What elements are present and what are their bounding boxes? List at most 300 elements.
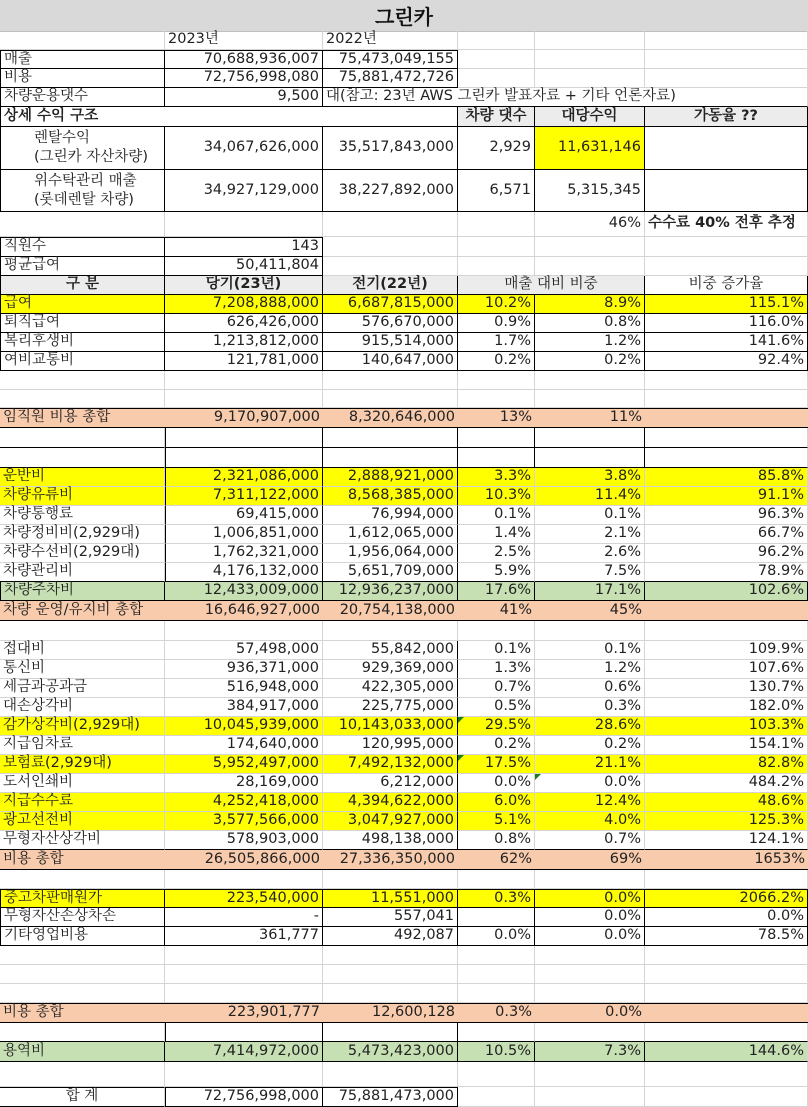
cell-blank[interactable] [323,621,458,641]
row-previous[interactable]: 12,936,237,000 [323,582,458,601]
cell-blank[interactable] [458,946,535,965]
cell-blank[interactable] [535,1023,645,1042]
cell-blank[interactable] [458,984,535,1003]
row-label[interactable]: 중고차판매원가 [0,889,165,908]
cell-blank[interactable] [645,237,808,257]
cell-blank[interactable] [323,212,458,237]
consignment-vehicles[interactable]: 6,571 [458,170,535,212]
row-growth[interactable]: 484.2% [645,774,808,793]
rental-utilization[interactable] [645,127,808,170]
cell-blank[interactable] [458,237,535,257]
row-current[interactable]: 174,640,000 [165,736,323,755]
cell-blank[interactable] [645,50,808,69]
row-current[interactable]: 1,006,851,000 [165,525,323,544]
row-previous[interactable]: 5,651,709,000 [323,563,458,582]
subtotal-ratio-23[interactable]: 41% [499,601,532,618]
row-previous[interactable]: 55,842,000 [323,641,458,660]
cell-blank[interactable] [165,390,323,408]
row-ratio-22[interactable]: 1.2% [535,333,645,352]
cell-blank[interactable] [645,448,808,468]
subtotal-ratio-23[interactable]: 0.3% [495,1004,532,1021]
row-label[interactable]: 광고선전비 [0,812,165,831]
sheet-title[interactable]: 그린카 [0,0,808,32]
subtotal-growth[interactable]: 1653% [754,850,805,867]
subtotal-current[interactable]: 16,646,927,000 [204,601,320,618]
revenue-label-rental[interactable] [0,127,165,170]
summary-cost-2023[interactable]: 72,756,998,080 [165,69,323,88]
row-ratio-22[interactable]: 0.0% [535,927,645,946]
subtotal-ratio-22[interactable]: 11% [609,409,642,426]
subtotal-ratio-22[interactable]: 69% [609,850,642,867]
row-current[interactable]: 10,045,939,000 [165,717,323,736]
header-utilization[interactable]: 가동율 ?? [645,107,808,127]
cell-blank[interactable] [165,1023,323,1042]
cell-blank[interactable] [0,1062,165,1087]
subtotal-ratio-22[interactable]: 45% [609,601,642,618]
row-label[interactable]: 무형자산상각비 [0,831,165,850]
cell-blank[interactable] [165,870,323,889]
row-current[interactable]: 516,948,000 [165,679,323,698]
cell-blank[interactable] [458,31,535,50]
row-ratio-23[interactable]: 17.6% [458,582,535,601]
summary-label-sales[interactable]: 매출 [0,50,165,69]
cell-blank[interactable] [645,1062,808,1087]
row-ratio-23[interactable]: 0.3% [458,889,535,908]
col-header-ratio[interactable]: 매출 대비 비중 [458,276,645,295]
row-ratio-23[interactable]: 6.0% [458,793,535,812]
row-growth[interactable]: 116.0% [645,314,808,333]
cell-blank[interactable] [535,428,645,448]
row-label[interactable]: 용역비 [0,1042,165,1062]
row-ratio-23[interactable]: 3.3% [458,468,535,487]
row-label[interactable]: 여비교통비 [0,352,165,371]
subtotal-previous[interactable]: 20,754,138,000 [339,601,455,618]
cell-blank[interactable] [323,428,458,448]
row-ratio-23[interactable]: 0.1% [458,506,535,525]
row-previous[interactable]: 225,775,000 [323,698,458,717]
col-header-previous[interactable]: 전기(22년) [323,276,458,295]
cell-blank[interactable] [645,946,808,965]
row-ratio-22[interactable]: 0.1% [535,641,645,660]
row-ratio-23[interactable]: 1.4% [458,525,535,544]
row-previous[interactable]: 2,888,921,000 [323,468,458,487]
row-label[interactable]: 차량유류비 [0,487,165,506]
row-growth[interactable]: 0.0% [645,908,808,927]
row-label[interactable]: 무형자산손상차손 [0,908,165,927]
row-growth[interactable]: 91.1% [645,487,808,506]
cell-blank[interactable] [645,69,808,88]
cell-blank[interactable] [323,946,458,965]
subtotal-current[interactable]: 223,901,777 [227,1004,320,1021]
cell-blank[interactable] [323,390,458,408]
row-ratio-22[interactable]: 0.6% [535,679,645,698]
cell-blank[interactable] [535,965,645,984]
row-previous[interactable]: 7,492,132,000 [323,755,458,774]
consignment-utilization[interactable] [645,170,808,212]
row-previous[interactable]: 10,143,033,000 [323,717,458,736]
row-ratio-22[interactable]: 7.3% [535,1042,645,1062]
cell-blank[interactable] [0,984,165,1003]
row-previous[interactable]: 1,956,064,000 [323,544,458,563]
row-label[interactable]: 퇴직급여 [0,314,165,333]
row-ratio-22[interactable]: 3.8% [535,468,645,487]
commission-ratio[interactable]: 46% [535,212,645,237]
cell-blank[interactable] [0,428,165,448]
subtotal-label[interactable]: 임직원 비용 총합 [3,409,111,426]
cell-blank[interactable] [645,257,808,276]
cell-blank[interactable] [165,371,323,390]
cell-blank[interactable] [458,371,535,390]
cell-blank[interactable] [645,428,808,448]
cell-blank[interactable] [0,212,165,237]
row-previous[interactable]: 498,138,000 [323,831,458,850]
row-ratio-23[interactable]: 2.5% [458,544,535,563]
cell-blank[interactable] [0,621,165,641]
summary-label-fleet[interactable]: 차량운용댓수 [0,88,165,107]
row-ratio-23[interactable]: 0.1% [458,641,535,660]
cell-blank[interactable] [645,984,808,1003]
cell-blank[interactable] [645,390,808,408]
subtotal-label[interactable]: 비용 총합 [3,1004,64,1021]
subtotal-growth[interactable] [645,409,808,427]
row-growth[interactable]: 78.9% [645,563,808,582]
row-previous[interactable]: 120,995,000 [323,736,458,755]
row-previous[interactable]: 11,551,000 [323,889,458,908]
row-ratio-22[interactable]: 0.0% [535,908,645,927]
row-current[interactable]: 7,414,972,000 [165,1042,323,1062]
row-label[interactable]: 통신비 [0,660,165,679]
row-ratio-22[interactable]: 0.0% [535,774,645,793]
row-growth[interactable]: 141.6% [645,333,808,352]
cell-blank[interactable] [535,1062,645,1087]
row-ratio-23[interactable]: 5.1% [458,812,535,831]
cell-blank[interactable] [458,870,535,889]
avg-salary-label[interactable]: 평균급여 [0,257,165,276]
row-ratio-22[interactable]: 7.5% [535,563,645,582]
summary-sales-2023[interactable]: 70,688,936,007 [165,50,323,69]
subtotal-growth[interactable] [645,1004,808,1022]
cell-blank[interactable] [645,371,808,390]
row-current[interactable]: 5,952,497,000 [165,755,323,774]
subtotal-previous[interactable]: 27,336,350,000 [339,850,455,867]
row-ratio-23[interactable] [458,908,535,927]
row-previous[interactable]: 422,305,000 [323,679,458,698]
col-header-growth[interactable]: 비중 증가율 [645,276,808,295]
row-growth[interactable]: 92.4% [645,352,808,371]
row-label[interactable]: 차량주차비 [0,582,165,601]
cell-blank[interactable] [0,965,165,984]
row-label[interactable]: 운반비 [0,468,165,487]
cell-blank[interactable] [0,870,165,889]
subtotal-ratio-23[interactable]: 62% [499,850,532,867]
summary-label-cost[interactable]: 비용 [0,69,165,88]
cell-blank[interactable] [535,984,645,1003]
cell-blank[interactable] [0,1023,165,1042]
row-label[interactable]: 지급수수료 [0,793,165,812]
row-current[interactable]: 4,252,418,000 [165,793,323,812]
consignment-2023[interactable]: 34,927,129,000 [165,170,323,212]
cell-blank[interactable] [535,390,645,408]
row-growth[interactable]: 96.2% [645,544,808,563]
cell-blank[interactable] [458,428,535,448]
cell-blank[interactable] [323,870,458,889]
subtotal-growth[interactable] [645,601,808,620]
cell-blank[interactable] [458,50,535,69]
cell-blank[interactable] [0,448,165,468]
row-ratio-22[interactable]: 0.7% [535,831,645,850]
row-current[interactable]: 626,426,000 [165,314,323,333]
row-ratio-22[interactable]: 8.9% [535,295,645,314]
row-label[interactable]: 도서인쇄비 [0,774,165,793]
row-current[interactable]: 57,498,000 [165,641,323,660]
commission-note[interactable]: 수수료 40% 전후 추정 [645,212,808,237]
row-ratio-23[interactable]: 0.5% [458,698,535,717]
row-previous[interactable]: 576,670,000 [323,314,458,333]
row-ratio-22[interactable]: 0.1% [535,506,645,525]
cell-blank[interactable] [645,31,808,50]
row-ratio-23[interactable]: 17.5% [458,755,535,774]
row-current[interactable]: 3,577,566,000 [165,812,323,831]
subtotal-ratio-23[interactable]: 13% [499,409,532,426]
row-label[interactable]: 세금과공과금 [0,679,165,698]
row-previous[interactable]: 6,212,000 [323,774,458,793]
row-ratio-22[interactable]: 0.8% [535,314,645,333]
row-ratio-22[interactable]: 1.2% [535,660,645,679]
cell-blank[interactable] [645,870,808,889]
cell-blank[interactable] [458,621,535,641]
subtotal-previous[interactable]: 12,600,128 [371,1004,455,1021]
row-ratio-22[interactable]: 0.3% [535,698,645,717]
row-current[interactable]: 223,540,000 [165,889,323,908]
row-current[interactable]: 2,321,086,000 [165,468,323,487]
row-ratio-23[interactable]: 10.2% [458,295,535,314]
row-label[interactable]: 차량수선비(2,929대) [0,544,165,563]
row-label[interactable]: 차량관리비 [0,563,165,582]
grand-total-current[interactable]: 72,756,998,000 [165,1087,323,1107]
row-label[interactable]: 접대비 [0,641,165,660]
cell-blank[interactable] [458,1087,535,1107]
row-previous[interactable]: 557,041 [323,908,458,927]
cell-blank[interactable] [323,1023,458,1042]
subtotal-label[interactable]: 차량 운영/유지비 총합 [3,601,144,618]
row-previous[interactable]: 6,687,815,000 [323,295,458,314]
row-label[interactable]: 급여 [0,295,165,314]
row-ratio-22[interactable]: 2.1% [535,525,645,544]
col-header-category[interactable]: 구 분 [0,276,165,295]
col-header-current[interactable]: 당기(23년) [165,276,323,295]
row-ratio-22[interactable]: 28.6% [535,717,645,736]
rental-2022[interactable]: 35,517,843,000 [323,127,458,170]
subtotal-ratio-22[interactable]: 0.0% [605,1004,642,1021]
row-current[interactable]: 361,777 [165,927,323,946]
cell-blank[interactable] [535,257,645,276]
cell-blank[interactable] [535,448,645,468]
row-ratio-22[interactable]: 21.1% [535,755,645,774]
row-previous[interactable]: 929,369,000 [323,660,458,679]
summary-cost-2022[interactable]: 75,881,472,726 [323,69,458,88]
row-growth[interactable]: 130.7% [645,679,808,698]
row-ratio-22[interactable]: 0.0% [535,889,645,908]
row-growth[interactable]: 102.6% [645,582,808,601]
row-current[interactable]: 384,917,000 [165,698,323,717]
cell-blank[interactable] [458,69,535,88]
row-previous[interactable]: 1,612,065,000 [323,525,458,544]
cell-blank[interactable] [458,1062,535,1087]
row-growth[interactable]: 82.8% [645,755,808,774]
row-ratio-23[interactable]: 10.5% [458,1042,535,1062]
cell-blank[interactable] [165,448,323,468]
consignment-2022[interactable]: 38,227,892,000 [323,170,458,212]
row-growth[interactable]: 125.3% [645,812,808,831]
rental-per-vehicle[interactable]: 11,631,146 [535,127,645,170]
row-ratio-23[interactable]: 0.2% [458,352,535,371]
row-previous[interactable]: 4,394,622,000 [323,793,458,812]
row-growth[interactable]: 154.1% [645,736,808,755]
row-growth[interactable]: 103.3% [645,717,808,736]
rental-2023[interactable]: 34,067,626,000 [165,127,323,170]
cell-blank[interactable] [323,984,458,1003]
cell-blank[interactable] [323,1062,458,1087]
year-header-2022[interactable]: 2022년 [323,31,458,50]
cell-blank[interactable] [535,237,645,257]
row-growth[interactable]: 66.7% [645,525,808,544]
row-growth[interactable]: 109.9% [645,641,808,660]
cell-blank[interactable] [535,946,645,965]
row-label[interactable]: 차량정비비(2,929대) [0,525,165,544]
row-growth[interactable]: 96.3% [645,506,808,525]
row-ratio-23[interactable]: 5.9% [458,563,535,582]
row-previous[interactable]: 3,047,927,000 [323,812,458,831]
cell-blank[interactable] [0,31,165,50]
row-growth[interactable]: 2066.2% [645,889,808,908]
row-ratio-22[interactable]: 17.1% [535,582,645,601]
row-previous[interactable]: 140,647,000 [323,352,458,371]
row-label[interactable]: 대손상각비 [0,698,165,717]
row-label[interactable]: 복리후생비 [0,333,165,352]
header-vehicles[interactable]: 차량 댓수 [458,107,535,127]
subtotal-current[interactable]: 26,505,866,000 [204,850,320,867]
cell-blank[interactable] [535,31,645,50]
cell-blank[interactable] [323,965,458,984]
cell-blank[interactable] [165,965,323,984]
row-current[interactable]: 12,433,009,000 [165,582,323,601]
row-ratio-22[interactable]: 11.4% [535,487,645,506]
employees-value[interactable]: 143 [165,237,323,257]
summary-sales-2022[interactable]: 75,473,049,155 [323,50,458,69]
cell-blank[interactable] [535,1087,645,1107]
avg-salary-value[interactable]: 50,411,804 [165,257,323,276]
row-ratio-22[interactable]: 12.4% [535,793,645,812]
cell-blank[interactable] [0,390,165,408]
revenue-label-consignment[interactable] [0,170,165,212]
row-current[interactable]: 7,311,122,000 [165,487,323,506]
row-previous[interactable]: 915,514,000 [323,333,458,352]
cell-blank[interactable] [165,984,323,1003]
cell-blank[interactable] [645,1087,808,1107]
cell-blank[interactable] [458,390,535,408]
year-header-2023[interactable]: 2023년 [165,31,323,50]
subtotal-previous[interactable]: 8,320,646,000 [348,409,455,426]
row-ratio-23[interactable]: 0.7% [458,679,535,698]
row-current[interactable]: 121,781,000 [165,352,323,371]
cell-blank[interactable] [165,428,323,448]
row-current[interactable]: - [165,908,323,927]
row-label[interactable]: 지급임차료 [0,736,165,755]
cell-blank[interactable] [535,870,645,889]
row-ratio-23[interactable]: 0.8% [458,831,535,850]
cell-blank[interactable] [535,69,645,88]
revenue-structure-label[interactable]: 상세 수익 구조 [0,107,458,127]
row-current[interactable]: 28,169,000 [165,774,323,793]
row-ratio-22[interactable]: 0.2% [535,352,645,371]
row-growth[interactable]: 48.6% [645,793,808,812]
row-ratio-22[interactable]: 2.6% [535,544,645,563]
row-current[interactable]: 4,176,132,000 [165,563,323,582]
summary-fleet-count[interactable]: 9,500 [165,88,323,107]
grand-total-label[interactable]: 합 계 [0,1087,165,1107]
cell-blank[interactable] [535,621,645,641]
row-growth[interactable]: 124.1% [645,831,808,850]
row-growth[interactable]: 78.5% [645,927,808,946]
row-ratio-23[interactable]: 29.5% [458,717,535,736]
row-growth[interactable]: 85.8% [645,468,808,487]
row-current[interactable]: 936,371,000 [165,660,323,679]
grand-total-previous[interactable]: 75,881,473,000 [323,1087,458,1107]
row-ratio-23[interactable]: 0.0% [458,927,535,946]
cell-blank[interactable] [645,965,808,984]
row-current[interactable]: 1,213,812,000 [165,333,323,352]
cell-blank[interactable] [0,371,165,390]
cell-blank[interactable] [458,1023,535,1042]
row-ratio-23[interactable]: 1.3% [458,660,535,679]
row-current[interactable]: 578,903,000 [165,831,323,850]
cell-blank[interactable] [458,965,535,984]
cell-blank[interactable] [458,257,535,276]
subtotal-label[interactable]: 비용 총합 [3,850,64,867]
cell-blank[interactable] [645,1023,808,1042]
cell-blank[interactable] [645,621,808,641]
summary-fleet-note[interactable]: 대(참고: 23년 AWS 그린카 발표자료 + 기타 언론자료) [323,88,808,107]
cell-blank[interactable] [323,257,458,276]
row-previous[interactable]: 492,087 [323,927,458,946]
cell-blank[interactable] [0,946,165,965]
row-previous[interactable]: 76,994,000 [323,506,458,525]
cell-blank[interactable] [165,212,323,237]
cell-blank[interactable] [165,621,323,641]
row-growth[interactable]: 107.6% [645,660,808,679]
cell-blank[interactable] [165,1062,323,1087]
row-growth[interactable]: 182.0% [645,698,808,717]
row-previous[interactable]: 8,568,385,000 [323,487,458,506]
cell-blank[interactable] [323,448,458,468]
row-previous[interactable]: 5,473,423,000 [323,1042,458,1062]
row-growth[interactable]: 115.1% [645,295,808,314]
subtotal-current[interactable]: 9,170,907,000 [213,409,320,426]
row-ratio-23[interactable]: 0.2% [458,736,535,755]
row-ratio-23[interactable]: 1.7% [458,333,535,352]
cell-blank[interactable] [458,212,535,237]
row-current[interactable]: 69,415,000 [165,506,323,525]
row-label[interactable]: 보험료(2,929대) [0,755,165,774]
row-ratio-22[interactable]: 4.0% [535,812,645,831]
cell-blank[interactable] [165,946,323,965]
cell-blank[interactable] [535,50,645,69]
row-label[interactable]: 차량통행료 [0,506,165,525]
row-ratio-23[interactable]: 0.0% [458,774,535,793]
row-growth[interactable]: 144.6% [645,1042,808,1062]
row-current[interactable]: 7,208,888,000 [165,295,323,314]
cell-blank[interactable] [323,371,458,390]
